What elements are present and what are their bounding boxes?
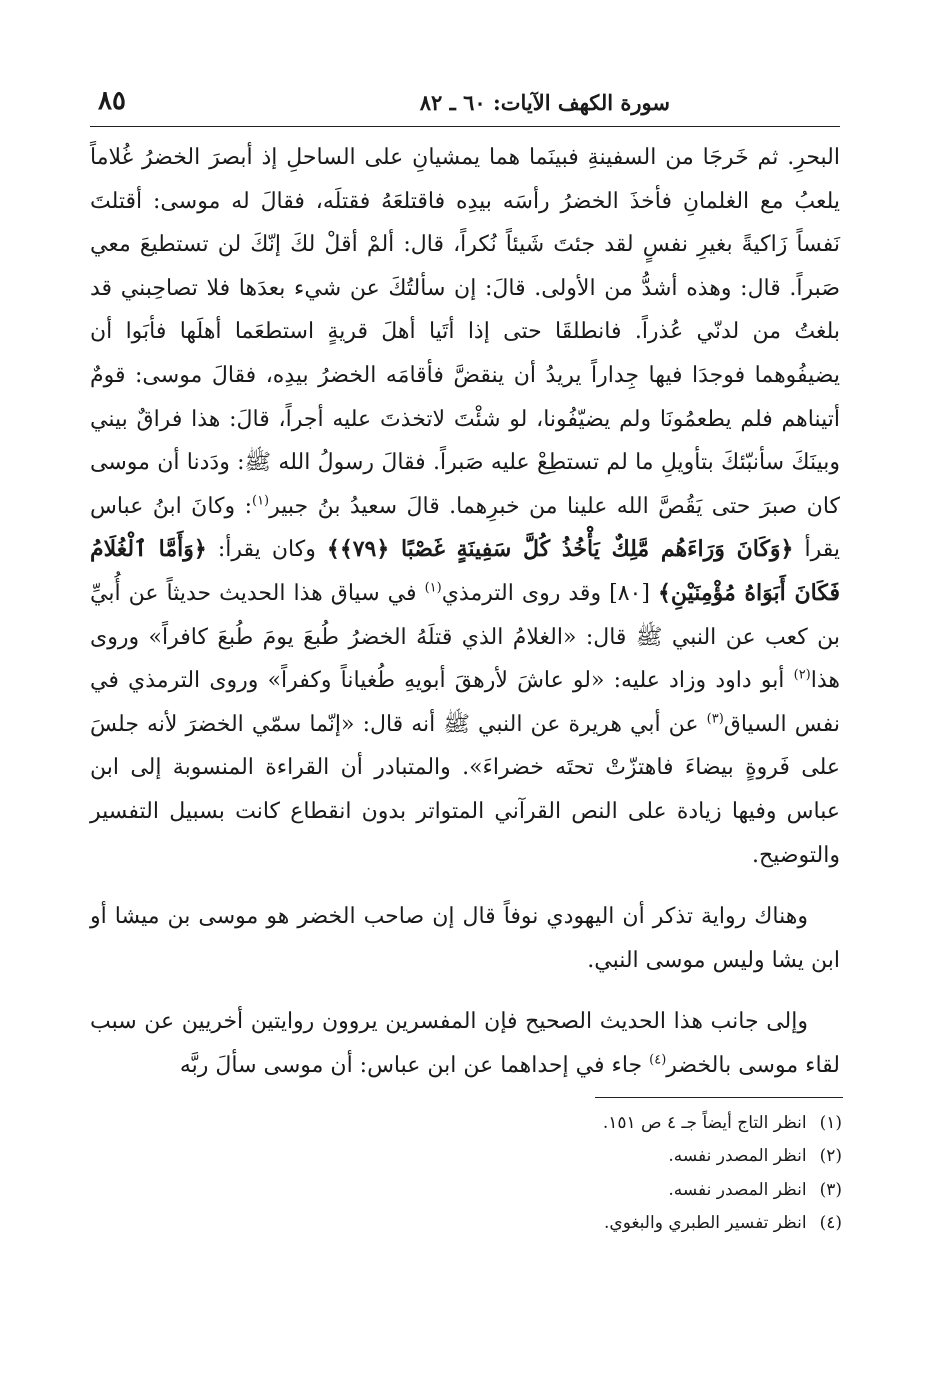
running-header	[90, 84, 840, 124]
main-text	[90, 136, 840, 1087]
footnote-text: انظر المصدر نفسه.	[668, 1179, 807, 1200]
footnote-rule	[595, 1097, 843, 1098]
footnote-number: (٤)	[819, 1212, 842, 1233]
footnote-number: (١)	[819, 1113, 842, 1133]
footnote-ref-5: (٤)	[649, 1052, 667, 1068]
footnotes	[300, 1107, 842, 1240]
footnote-number: (٢)	[819, 1146, 842, 1167]
footnote-ref-1: (١)	[251, 493, 270, 509]
quran-verse-80: ﴿وَأَمَّا ٱلْغُلَامُ فَكَانَ أَبَوَاهُ مُؤْمِنَيْنِ﴾	[90, 536, 840, 606]
footnote-ref-4: (٣)	[706, 711, 724, 727]
paragraph-1-text-b: : وكانَ ابنُ عباس يقرأ	[90, 493, 841, 563]
header-title: سورة الكهف الآيات: ٦٠ ـ ٨٢	[419, 90, 670, 115]
paragraph-1-text-a: البحرِ. ثم خَرجَا من السفينةِ فبينَما هما يمشيانِ على الساحلِ إذ أبصرَ الخضرُ غُلاماً يلعبُ مع الغلمانِ فأخذَ الخضرُ رأسَه بيدِه فاقتلعَهُ فقتلَه، فقالَ له موسى: أقتلتَ نَفساً زَاكيةً بغيرِ نفسٍ لقد جئتَ شَيئاً نُكراً، قال: ألمْ أقلْ لكَ إنّكَ لن تستطيعَ معي صَبراً. قال: وهذه أشدُّ من الأولى. قالَ: إن سألتُكَ عن شيء بعدَها فلا تصاحِبني قد بلغتُ من لدنّي عُذراً. فانطلقَا حتى إذا أتَيا أهلَ قريةٍ استطعَما أهلَها فأبَوا أن يضيفُوهما فوجدَا فيها جِداراً يريدُ أن ينقضَّ فأقامَه الخضرُ بيدِه، فقالَ موسى: قومٌ أتيناهم فلم يطعمُونَا ولم يضيّفُونا، لو شئْتَ لاتخذتَ عليه أجراً، قالَ: هذا فراقٌ بيني وبينَكَ سأنبّئكَ بتأويلِ ما لم تستطِعْ عليه صَبراً. فقالَ رسولُ الله ﷺ: ودَدنا أن موسى كان صبرَ حتى يَقُصَّ الله علينا من خبرِهما. قالَ سعيدُ بنُ جبير	[90, 145, 841, 519]
footnote-text: انظر المصدر نفسه.	[668, 1146, 807, 1167]
footnote-2	[300, 1140, 842, 1173]
paragraph-3-text-a: وإلى جانب هذا الحديث الصحيح فإن المفسرين يروون روايتين أخريين عن سبب لقاء موسى بالخضر	[90, 1009, 840, 1078]
paragraph-1-text-f: أبو داود وزاد عليه: «لو عاشَ لأرهقَ أبويهِ طُغياناً وكفراً» وروى الترمذي في نفس السياق	[90, 668, 841, 737]
footnote-4	[300, 1207, 842, 1240]
footnote-number: (٣)	[819, 1179, 842, 1200]
footnote-3	[300, 1174, 842, 1207]
page-number: ٨٥	[98, 86, 126, 116]
header-rule	[90, 126, 840, 127]
footnote-text: انظر تفسير الطبري والبغوي.	[603, 1212, 807, 1233]
footnote-1	[300, 1107, 842, 1140]
footnote-ref-2: (١)	[424, 580, 442, 596]
paragraph-1-text-d: [٨٠] وقد روى الترمذي	[441, 580, 650, 606]
footnote-ref-3: (٢)	[793, 667, 811, 683]
paragraph-3	[90, 1000, 840, 1087]
paragraph-1-text-c: وكان يقرأ:	[217, 537, 316, 563]
footnote-text: انظر التاج أيضاً جـ ٤ ص ١٥١.	[602, 1113, 807, 1133]
paragraph-1-text-e: في سياق هذا الحديث حديثاً عن أُبيِّ بن كعب عن النبي ﷺ قال: «الغلامُ الذي قتلَهُ الخضرُ طُبعَ يومَ طُبعَ كافراً» وروى هذا	[90, 580, 841, 694]
paragraph-2: وهناك رواية تذكر أن اليهودي نوفاً قال إن صاحب الخضر هو موسى بن ميشا أو ابن يشا وليس موسى النبي.	[90, 904, 840, 973]
paragraph-3-text-b: جاء في إحداهما عن ابن عباس: أن موسى سألَ ربَّه	[179, 1052, 643, 1078]
quran-verse-79: ﴿وَكَانَ وَرَاءَهُم مَّلِكٌ يَأْخُذُ كُلَّ سَفِينَةٍ غَصْبًا ﴿٧٩﴾﴾	[326, 536, 794, 563]
paragraph-1-text-g: عن أبي هريرة عن النبي ﷺ أنه قال: «إنّما سمّي الخضرَ لأنه جلسَ على فَروةٍ بيضاءَ فاهتزّتْ تحتَه خضراءَ». والمتبادر أن القراءة المنسوبة إلى ابن عباس وفيها زيادة على النص القرآني المتواتر بدون انقطاع كانت بسبيل التفسير والتوضيح.	[90, 711, 840, 868]
paragraph-1	[90, 136, 840, 877]
